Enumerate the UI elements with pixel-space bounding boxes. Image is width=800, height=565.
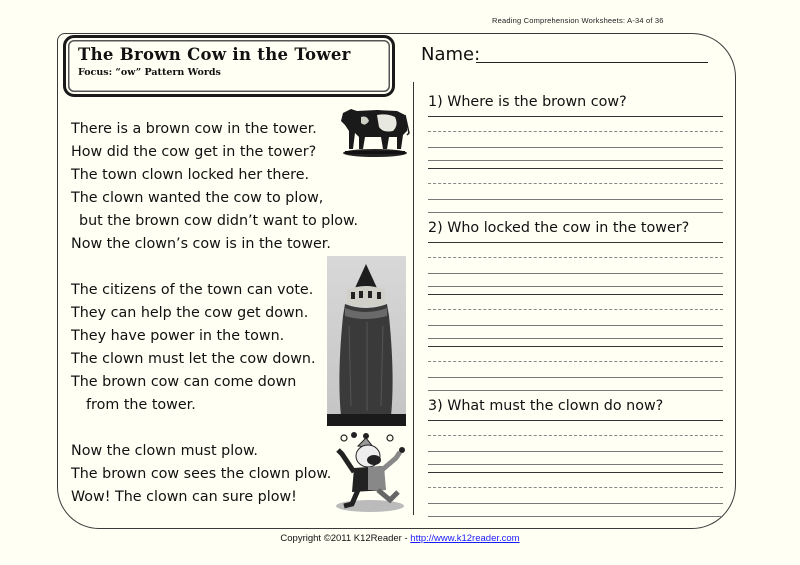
story-paragraph-2: [71, 279, 316, 417]
story-line: The brown cow sees the clown plow.: [71, 466, 332, 482]
question-3: 3) What must the clown do now?: [428, 398, 664, 414]
writing-line-base: [428, 451, 723, 452]
story-line: The citizens of the town can vote.: [71, 282, 314, 298]
story-line: They can help the cow get down.: [71, 305, 309, 321]
writing-line-base: [428, 503, 723, 504]
writing-line-descender: [428, 390, 723, 391]
writing-line-top: [428, 420, 723, 421]
story-line: Now the clown’s cow is in the tower.: [71, 236, 331, 252]
story-line: Wow! The clown can sure plow!: [71, 489, 297, 505]
writing-line-mid: [428, 131, 723, 132]
writing-line-top: [428, 472, 723, 473]
story-line: There is a brown cow in the tower.: [71, 121, 317, 137]
writing-line-top: [428, 116, 723, 117]
column-divider: [413, 82, 414, 515]
writing-line-mid: [428, 487, 723, 488]
question-1: 1) Where is the brown cow?: [428, 94, 627, 110]
worksheet-reference: Reading Comprehension Worksheets: A-34 of 36: [492, 16, 664, 25]
copyright-text: Copyright ©2011 K12Reader -: [280, 533, 411, 544]
story-paragraph-3: [71, 440, 331, 509]
writing-line-base: [428, 199, 723, 200]
title-box: [63, 35, 395, 97]
writing-line-base: [428, 325, 723, 326]
question-2: 2) Who locked the cow in the tower?: [428, 220, 690, 236]
writing-line-mid: [428, 435, 723, 436]
writing-line-mid: [428, 361, 723, 362]
tower-image: [327, 256, 406, 426]
writing-line-top: [428, 242, 723, 243]
writing-line-mid: [428, 183, 723, 184]
clown-image: [330, 432, 410, 514]
worksheet-focus: Focus: “ow” Pattern Words: [78, 67, 221, 78]
story-line: but the brown cow didn’t want to plow.: [79, 213, 358, 229]
cow-image: [337, 103, 411, 159]
story-line: from the tower.: [86, 397, 196, 413]
writing-line-base: [428, 377, 723, 378]
name-field[interactable]: [476, 62, 708, 63]
writing-line-descender: [428, 464, 723, 465]
writing-line-mid: [428, 309, 723, 310]
writing-line-descender: [428, 160, 723, 161]
story-line: The town clown locked her there.: [71, 167, 310, 183]
writing-line-top: [428, 168, 723, 169]
story-line: Now the clown must plow.: [71, 443, 258, 459]
writing-line-descender: [428, 286, 723, 287]
story-line: How did the cow get in the tower?: [71, 144, 317, 160]
writing-line-top: [428, 346, 723, 347]
writing-line-base: [428, 273, 723, 274]
writing-line-mid: [428, 257, 723, 258]
writing-line-descender: [428, 338, 723, 339]
story-line: The clown wanted the cow to plow,: [71, 190, 324, 206]
story-line: They have power in the town.: [71, 328, 285, 344]
writing-line-descender: [428, 516, 723, 517]
website-link[interactable]: http://www.k12reader.com: [410, 533, 520, 544]
writing-line-top: [428, 294, 723, 295]
worksheet-title: The Brown Cow in the Tower: [78, 45, 351, 64]
writing-line-base: [428, 147, 723, 148]
name-label: Name:: [421, 44, 481, 65]
writing-line-descender: [428, 212, 723, 213]
story-paragraph-1: [71, 118, 358, 256]
footer: [0, 533, 800, 544]
story-line: The brown cow can come down: [71, 374, 297, 390]
story-line: The clown must let the cow down.: [71, 351, 316, 367]
